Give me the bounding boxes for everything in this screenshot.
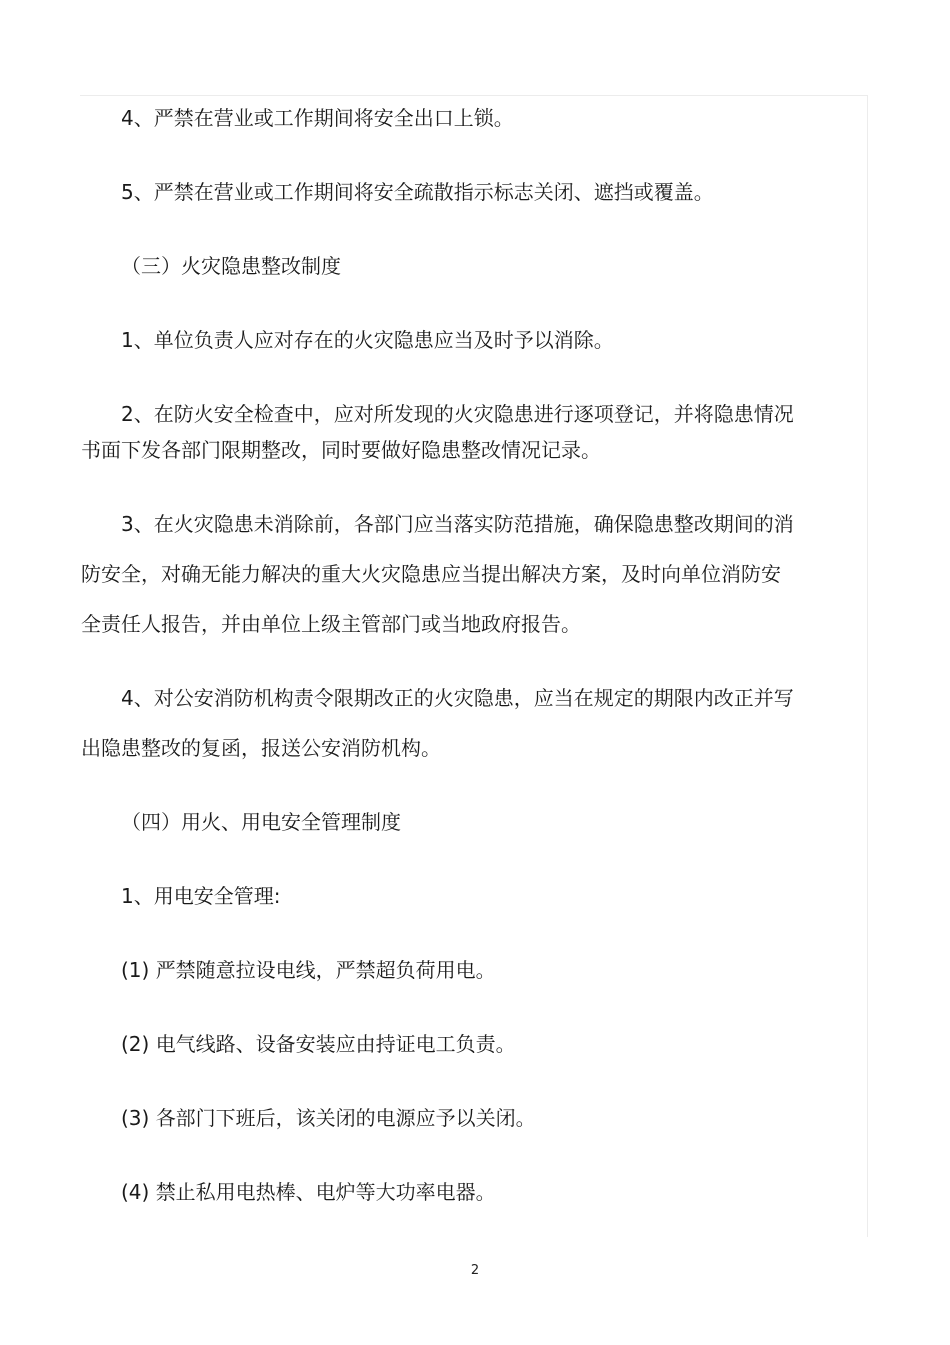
paragraph-1 (81, 100, 826, 136)
paragraph-9 (81, 878, 826, 914)
list-item-4 (81, 1174, 826, 1210)
document-body (81, 100, 826, 1210)
paragraph-6 (81, 506, 826, 642)
section-heading-4 (81, 804, 826, 840)
paragraph-7 (81, 680, 826, 766)
text-line: (4) 禁止私用电热棒、电炉等大功率电器。 (121, 1180, 496, 1204)
text-line: （三）火灾隐患整改制度 (121, 254, 341, 278)
text-line: 5、严禁在营业或工作期间将安全疏散指示标志关闭、遮挡或覆盖。 (121, 180, 714, 204)
text-line: 出隐患整改的复函，报送公安消防机构。 (81, 736, 441, 760)
text-line: 2、在防火安全检查中，应对所发现的火灾隐患进行逐项登记，并将隐患情况 (121, 402, 794, 426)
list-item-3 (81, 1100, 826, 1136)
text-line: (2) 电气线路、设备安装应由持证电工负责。 (121, 1032, 516, 1056)
text-line: (3) 各部门下班后，该关闭的电源应予以关闭。 (121, 1106, 536, 1130)
list-item-1 (81, 952, 826, 988)
text-line: （四）用火、用电安全管理制度 (121, 810, 401, 834)
paragraph-2 (81, 174, 826, 210)
text-line: 全责任人报告，并由单位上级主管部门或当地政府报告。 (81, 612, 581, 636)
text-line: 4、严禁在营业或工作期间将安全出口上锁。 (121, 106, 514, 130)
text-line: 4、对公安消防机构责令限期改正的火灾隐患，应当在规定的期限内改正并写 (121, 686, 794, 710)
text-line: 防安全，对确无能力解决的重大火灾隐患应当提出解决方案，及时向单位消防安 (81, 562, 781, 586)
text-line: (1) 严禁随意拉设电线，严禁超负荷用电。 (121, 958, 496, 982)
paragraph-5 (81, 396, 826, 468)
list-item-2 (81, 1026, 826, 1062)
text-line: 3、在火灾隐患未消除前，各部门应当落实防范措施，确保隐患整改期间的消 (121, 512, 794, 536)
section-heading-3 (81, 248, 826, 284)
text-line: 书面下发各部门限期整改，同时要做好隐患整改情况记录。 (81, 438, 601, 462)
page-number: 2 (470, 1263, 480, 1278)
text-line: 1、单位负责人应对存在的火灾隐患应当及时予以消除。 (121, 328, 614, 352)
text-line: 1、用电安全管理: (121, 884, 281, 908)
paragraph-4 (81, 322, 826, 358)
